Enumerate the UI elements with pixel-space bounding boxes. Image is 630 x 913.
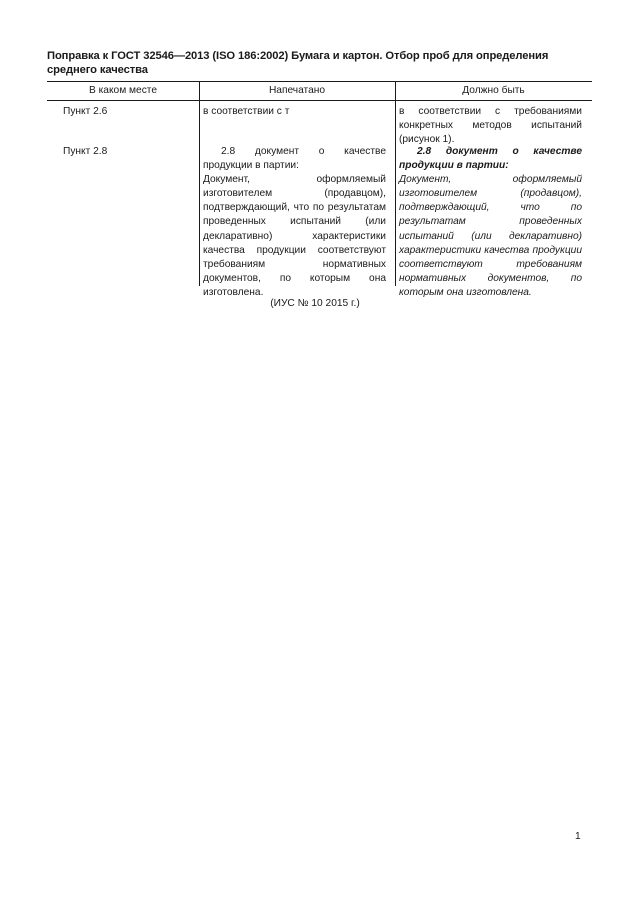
term-definition-heading: 2.8 документ о качестве продукции в партии: <box>399 146 582 172</box>
column-header-printed: Напечатано <box>268 85 326 96</box>
term-definition-text: Документ, оформляемый изготовителем (продавцом), подтверждающий, что по результатам проведенных испытаний (или декларативно) характеристики качества продукции соответствуют требованиям нормативных документов, по которым она изготовлена. <box>399 174 582 298</box>
column-header-place: В каком месте <box>88 85 158 96</box>
row-place: Пункт 2.6 <box>63 106 108 117</box>
row-printed-cell <box>203 145 386 300</box>
column-divider <box>395 81 396 286</box>
row-should-be: в соответствии с требованиями конкретных методов испытаний (рисунок 1). <box>399 106 582 146</box>
page-number: 1 <box>575 831 581 842</box>
term-definition-heading: 2.8 документ о качестве продукции в партии: <box>203 146 386 172</box>
term-definition-text: Документ, оформляемый изготовителем (продавцом), подтверждающий, что по результатам проведенных испытаний (или декларативно) характеристики качества продукции соответствуют требованиям нормативных документов, по которым она изготовлена. <box>203 174 386 298</box>
table-top-rule <box>47 81 592 82</box>
page-title: Поправка к ГОСТ 32546—2013 (ISO 186:2002) Бумага и картон. Отбор проб для определения среднего качества <box>47 50 549 76</box>
row-place: Пункт 2.8 <box>63 146 108 157</box>
column-divider <box>199 81 200 286</box>
source-note: (ИУС № 10 2015 г.) <box>270 298 360 309</box>
row-printed: в соответствии с т <box>203 106 290 117</box>
table-header-rule <box>47 100 592 101</box>
row-should-be-cell <box>399 145 582 300</box>
column-header-should-be: Должно быть <box>462 85 525 96</box>
